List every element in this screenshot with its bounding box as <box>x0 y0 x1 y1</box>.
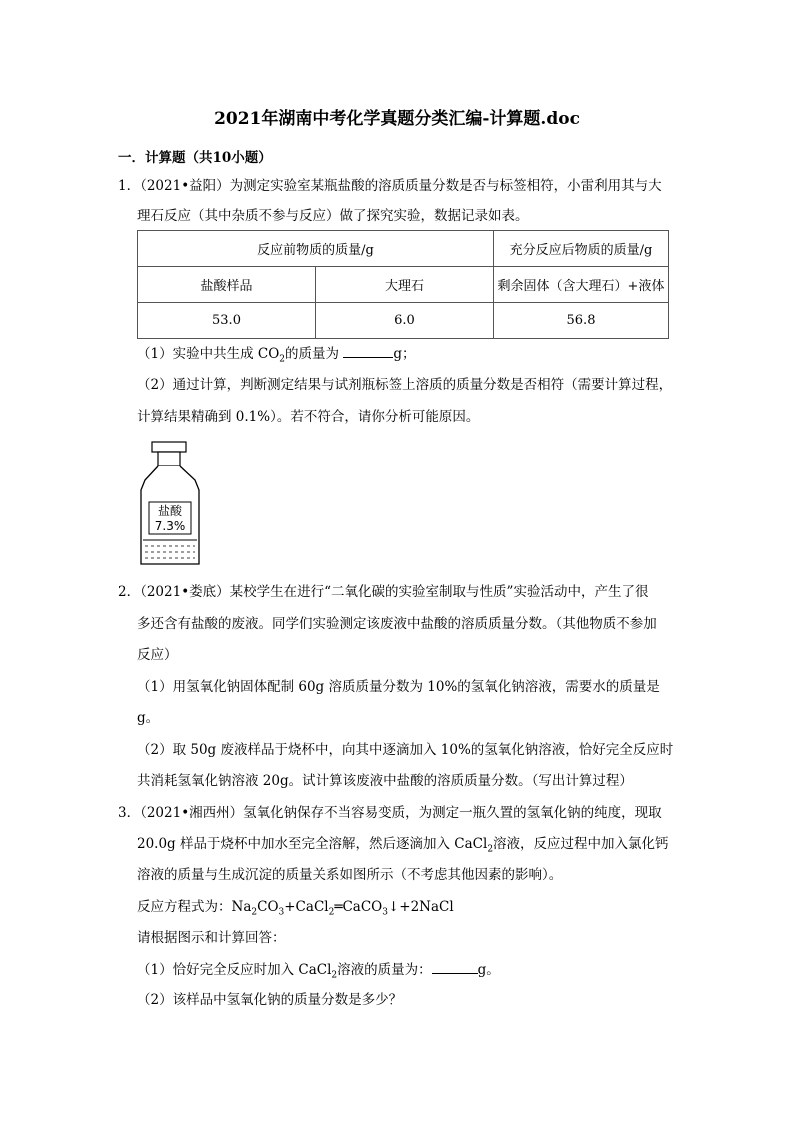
q1-line1: 1．（2021•益阳）为测定实验室某瓶盐酸的溶质质量分数是否与标签相符，小雷利用其与大 <box>118 178 662 194</box>
answer-blank[interactable] <box>343 343 393 358</box>
table-row <box>138 231 669 267</box>
bottle-label-percent: 7.3% <box>154 519 186 533</box>
table-row <box>138 267 669 303</box>
table-col-remaining: 剩余固体（含大理石）+液体 <box>494 267 669 303</box>
q1-part2-line1: （2）通过计算，判断测定结果与试剂瓶标签上溶质的质量分数是否相符（需要计算过程， <box>137 377 673 393</box>
q1-part2-line2: 计算结果精确到 0.1%）。若不符合，请你分析可能原因。 <box>137 409 480 425</box>
q2-line1: 2．（2021•娄底）某校学生在进行“二氧化碳的实验室制取与性质”实验活动中，产生了很 <box>118 584 649 600</box>
q3-part2: （2）该样品中氢氧化钠的质量分数是多少？ <box>137 992 403 1008</box>
hydrochloric-acid-bottle-icon <box>135 440 205 570</box>
q3-line3: 溶液的质量与生成沉淀的质量关系如图所示（不考虑其他因素的影响）。 <box>137 867 563 883</box>
q1-data-table <box>137 230 669 339</box>
table-row <box>138 303 669 339</box>
table-cell: 56.8 <box>494 303 669 339</box>
q2-part1-line1: （1）用氢氧化钠固体配制 60g 溶质质量分数为 10%的氢氧化钠溶液，需要水的质量是 <box>137 679 660 695</box>
q2-part2-line1: （2）取 50g 废液样品于烧杯中，向其中逐滴加入 10%的氢氧化钠溶液，恰好完全反应时 <box>137 742 674 758</box>
q3-equation: 反应方程式为：$Na_2CO_3+CaCl_2═CaCO_3↓+2NaCl$ <box>137 899 454 918</box>
table-cell: 6.0 <box>316 303 494 339</box>
table-header-before: 反应前物质的质量/g <box>138 231 494 267</box>
q3-part1: （1）恰好完全反应时加入 CaCl$_2$溶液的质量为： g。 <box>137 959 500 986</box>
answer-blank[interactable] <box>432 959 478 974</box>
document-title: 2021年湖南中考化学真题分类汇编-计算题.doc <box>214 109 580 129</box>
table-col-marble: 大理石 <box>316 267 494 303</box>
q3-line2: 20.0g 样品于烧杯中加水至完全溶解，然后逐滴加入 CaCl$_2$溶液，反应过程中加入氯化钙 <box>137 836 669 855</box>
q3-line1: 3．（2021•湘西州）氢氧化钠保存不当容易变质，为测定一瓶久置的氢氧化钠的纯度，现取 <box>118 805 662 821</box>
q1-line2: 理石反应（其中杂质不参与反应）做了探究实验，数据记录如表。 <box>137 208 529 224</box>
q2-line3: 反应） <box>137 647 178 663</box>
q2-part2-line2: 共消耗氢氧化钠溶液 20g。试计算该废液中盐酸的溶质质量分数。（写出计算过程） <box>137 773 633 789</box>
q3-prompt: 请根据图示和计算回答： <box>137 930 286 946</box>
q2-part1-line2: g。 <box>137 710 160 726</box>
q1-part1: （1）实验中共生成 $CO_2$的质量为 g； <box>137 343 415 370</box>
table-header-after: 充分反应后物质的质量/g <box>494 231 669 267</box>
section-heading: 一．计算题（共10小题） <box>118 150 272 166</box>
table-col-hcl: 盐酸样品 <box>138 267 316 303</box>
bottle-label-name: 盐酸 <box>157 504 183 518</box>
table-cell: 53.0 <box>138 303 316 339</box>
q2-line2: 多还含有盐酸的废液。同学们实验测定该废液中盐酸的溶质质量分数。（其他物质不参加 <box>137 616 657 632</box>
